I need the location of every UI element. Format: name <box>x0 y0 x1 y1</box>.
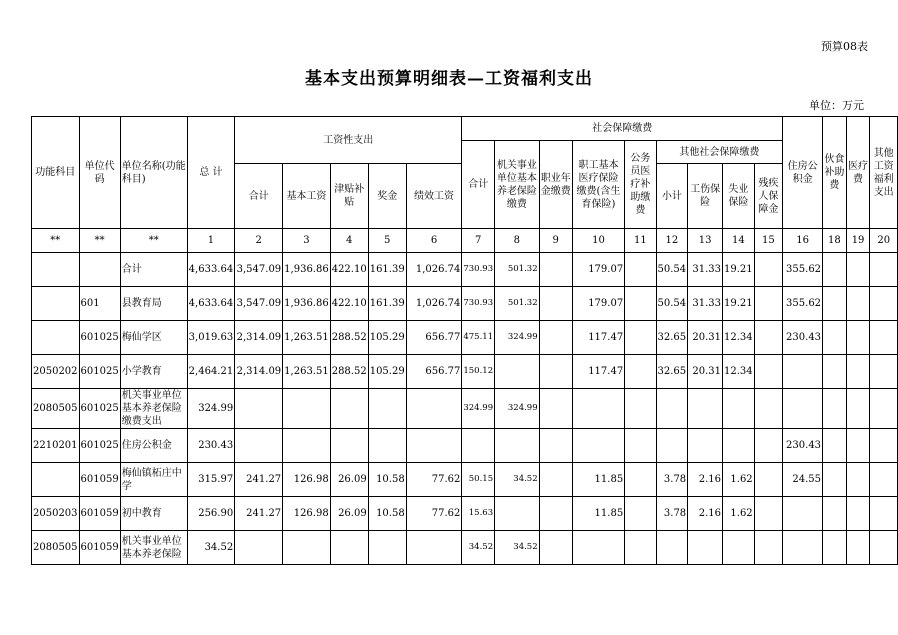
amount-cell: 24.55 <box>783 463 823 497</box>
amount-cell <box>846 355 870 389</box>
func-code-cell <box>32 463 80 497</box>
column-index-cell: 3 <box>283 229 331 253</box>
amount-cell: 355.62 <box>783 287 823 321</box>
amount-cell: 730.93 <box>462 287 495 321</box>
amount-cell: 3,019.63 <box>187 321 235 355</box>
amount-cell <box>368 531 406 565</box>
amount-cell <box>406 389 462 429</box>
amount-cell: 26.09 <box>330 463 368 497</box>
unit-name-cell: 机关事业单位基本养老保险缴费支出 <box>120 389 187 429</box>
amount-cell <box>572 531 624 565</box>
amount-cell: 34.52 <box>462 531 495 565</box>
amount-cell <box>846 463 870 497</box>
amount-cell: 20.31 <box>688 321 723 355</box>
amount-cell: 50.54 <box>656 287 688 321</box>
amount-cell <box>625 253 656 287</box>
table-row <box>32 253 898 287</box>
amount-cell <box>283 531 331 565</box>
unit-name-cell: 机关事业单位基本养老保险 <box>120 531 187 565</box>
amount-cell: 11.85 <box>572 497 624 531</box>
column-index-cell: 14 <box>723 229 755 253</box>
amount-cell: 1,026.74 <box>406 287 462 321</box>
amount-cell <box>688 429 723 463</box>
table-row <box>32 389 898 429</box>
amount-cell <box>688 531 723 565</box>
amount-cell <box>846 497 870 531</box>
header-disability-fund: 残疾人保障金 <box>754 164 782 229</box>
amount-cell <box>368 429 406 463</box>
amount-cell: 31.33 <box>688 287 723 321</box>
amount-cell <box>723 531 755 565</box>
amount-cell <box>783 355 823 389</box>
amount-cell <box>723 389 755 429</box>
amount-cell: 26.09 <box>330 497 368 531</box>
column-index-cell: ** <box>32 229 80 253</box>
amount-cell <box>846 287 870 321</box>
column-index-cell: 4 <box>330 229 368 253</box>
amount-cell: 150.12 <box>462 355 495 389</box>
amount-cell <box>539 463 572 497</box>
header-unemployment-insurance: 失业保险 <box>723 164 755 229</box>
amount-cell: 161.39 <box>368 287 406 321</box>
amount-cell: 355.62 <box>783 253 823 287</box>
amount-cell: 501.32 <box>495 287 540 321</box>
unit-code-cell: 601025 <box>79 355 120 389</box>
amount-cell <box>870 355 898 389</box>
unit-code-cell: 601059 <box>79 463 120 497</box>
header-basic-wage: 基本工资 <box>283 164 331 229</box>
amount-cell: 422.10 <box>330 287 368 321</box>
table-row <box>32 497 898 531</box>
amount-cell <box>688 389 723 429</box>
unit-code-cell: 601 <box>79 287 120 321</box>
amount-cell: 11.85 <box>572 463 624 497</box>
header-wage-group: 工资性支出 <box>235 117 462 164</box>
amount-cell: 3.78 <box>656 497 688 531</box>
amount-cell <box>539 497 572 531</box>
header-ss-pension: 机关事业单位基本养老保险缴费 <box>495 141 540 229</box>
unit-name-cell: 小学教育 <box>120 355 187 389</box>
header-unit-code: 单位代码 <box>79 117 120 229</box>
amount-cell <box>330 429 368 463</box>
amount-cell: 3,547.09 <box>235 287 283 321</box>
header-meal-subsidy: 伙食补助费 <box>823 117 847 229</box>
amount-cell <box>368 389 406 429</box>
amount-cell: 241.27 <box>235 497 283 531</box>
amount-cell <box>235 531 283 565</box>
amount-cell: 3,547.09 <box>235 253 283 287</box>
unit-code-cell: 601025 <box>79 389 120 429</box>
header-other-subtotal: 小计 <box>656 164 688 229</box>
amount-cell <box>823 389 847 429</box>
column-index-cell: 8 <box>495 229 540 253</box>
amount-cell <box>572 389 624 429</box>
header-social-security-group: 社会保障缴费 <box>462 117 783 141</box>
column-index-cell: 12 <box>656 229 688 253</box>
unit-name-cell: 住房公积金 <box>120 429 187 463</box>
header-total: 总 计 <box>187 117 235 229</box>
amount-cell <box>495 355 540 389</box>
amount-cell: 117.47 <box>572 355 624 389</box>
func-code-cell: 2050203 <box>32 497 80 531</box>
amount-cell <box>539 321 572 355</box>
header-func-code: 功能科目 <box>32 117 80 229</box>
amount-cell: 324.99 <box>187 389 235 429</box>
header-injury-insurance: 工伤保险 <box>688 164 723 229</box>
budget-table <box>31 116 898 565</box>
amount-cell: 34.52 <box>187 531 235 565</box>
amount-cell: 288.52 <box>330 321 368 355</box>
amount-cell <box>723 429 755 463</box>
column-index-cell: 1 <box>187 229 235 253</box>
amount-cell <box>823 321 847 355</box>
header-bonus: 奖金 <box>368 164 406 229</box>
amount-cell: 15.63 <box>462 497 495 531</box>
amount-cell <box>870 321 898 355</box>
page-title: 基本支出预算明细表—工资福利支出 <box>305 69 593 89</box>
table-row <box>32 287 898 321</box>
amount-cell <box>235 429 283 463</box>
amount-cell <box>462 429 495 463</box>
amount-cell <box>870 531 898 565</box>
amount-cell: 179.07 <box>572 287 624 321</box>
amount-cell <box>539 429 572 463</box>
amount-cell: 315.97 <box>187 463 235 497</box>
amount-cell <box>539 253 572 287</box>
amount-cell <box>572 429 624 463</box>
form-number: 预算08表 <box>821 40 868 53</box>
amount-cell <box>625 497 656 531</box>
amount-cell: 3.78 <box>656 463 688 497</box>
column-index-cell: ** <box>79 229 120 253</box>
amount-cell <box>823 253 847 287</box>
amount-cell: 117.47 <box>572 321 624 355</box>
amount-cell: 50.15 <box>462 463 495 497</box>
amount-cell: 475.11 <box>462 321 495 355</box>
column-index-cell: 9 <box>539 229 572 253</box>
unit-code-cell <box>79 253 120 287</box>
unit-code-cell: 601025 <box>79 321 120 355</box>
func-code-cell: 2210201 <box>32 429 80 463</box>
amount-cell <box>846 531 870 565</box>
amount-cell <box>539 389 572 429</box>
amount-cell <box>539 355 572 389</box>
amount-cell <box>625 287 656 321</box>
column-index-cell: 11 <box>625 229 656 253</box>
amount-cell <box>870 287 898 321</box>
column-index-cell: 7 <box>462 229 495 253</box>
unit-name-cell: 合计 <box>120 253 187 287</box>
amount-cell <box>754 463 782 497</box>
amount-cell: 230.43 <box>783 429 823 463</box>
amount-cell: 730.93 <box>462 253 495 287</box>
header-ss-civil-servant: 公务员医疗补助缴费 <box>625 141 656 229</box>
amount-cell: 1,026.74 <box>406 253 462 287</box>
amount-cell: 656.77 <box>406 321 462 355</box>
header-ss-medical: 职工基本医疗保险缴费(含生育保险) <box>572 141 624 229</box>
amount-cell: 1,263.51 <box>283 355 331 389</box>
table-row <box>32 429 898 463</box>
amount-cell <box>625 389 656 429</box>
unit-label: 单位：万元 <box>809 99 864 112</box>
amount-cell <box>783 531 823 565</box>
header-housing-fund: 住房公积金 <box>783 117 823 229</box>
amount-cell <box>539 531 572 565</box>
amount-cell <box>870 497 898 531</box>
table-row <box>32 355 898 389</box>
amount-cell <box>656 531 688 565</box>
amount-cell: 179.07 <box>572 253 624 287</box>
amount-cell <box>330 389 368 429</box>
unit-code-cell: 601025 <box>79 429 120 463</box>
header-medical-fee: 医疗费 <box>846 117 870 229</box>
amount-cell <box>495 429 540 463</box>
amount-cell <box>539 287 572 321</box>
table-row <box>32 463 898 497</box>
column-index-cell: 18 <box>823 229 847 253</box>
amount-cell <box>754 287 782 321</box>
amount-cell: 34.52 <box>495 531 540 565</box>
unit-name-cell: 梅仙学区 <box>120 321 187 355</box>
amount-cell: 50.54 <box>656 253 688 287</box>
amount-cell <box>406 429 462 463</box>
amount-cell: 422.10 <box>330 253 368 287</box>
amount-cell <box>870 389 898 429</box>
amount-cell: 324.99 <box>495 321 540 355</box>
column-index-row <box>32 229 898 253</box>
amount-cell: 1.62 <box>723 497 755 531</box>
amount-cell <box>754 389 782 429</box>
amount-cell: 77.62 <box>406 497 462 531</box>
amount-cell: 32.65 <box>656 321 688 355</box>
amount-cell: 2.16 <box>688 463 723 497</box>
amount-cell: 105.29 <box>368 321 406 355</box>
column-index-cell: 20 <box>870 229 898 253</box>
amount-cell <box>656 429 688 463</box>
amount-cell: 230.43 <box>783 321 823 355</box>
amount-cell <box>283 429 331 463</box>
func-code-cell: 2080505 <box>32 389 80 429</box>
unit-name-cell: 梅仙镇柘庄中学 <box>120 463 187 497</box>
amount-cell: 10.58 <box>368 497 406 531</box>
amount-cell: 20.31 <box>688 355 723 389</box>
amount-cell <box>823 497 847 531</box>
amount-cell: 4,633.64 <box>187 253 235 287</box>
amount-cell: 2,314.09 <box>235 355 283 389</box>
table-row <box>32 321 898 355</box>
amount-cell <box>823 429 847 463</box>
amount-cell <box>625 321 656 355</box>
header-performance-wage: 绩效工资 <box>406 164 462 229</box>
header-allowance: 津贴补贴 <box>330 164 368 229</box>
header-wage-total: 合计 <box>235 164 283 229</box>
amount-cell: 31.33 <box>688 253 723 287</box>
amount-cell: 12.34 <box>723 355 755 389</box>
header-unit-name: 单位名称(功能科目) <box>120 117 187 229</box>
amount-cell <box>625 463 656 497</box>
amount-cell <box>823 355 847 389</box>
amount-cell: 324.99 <box>495 389 540 429</box>
amount-cell <box>846 389 870 429</box>
amount-cell: 19.21 <box>723 253 755 287</box>
amount-cell: 2,314.09 <box>235 321 283 355</box>
amount-cell: 1,936.86 <box>283 253 331 287</box>
amount-cell <box>235 389 283 429</box>
amount-cell: 2.16 <box>688 497 723 531</box>
column-index-cell: ** <box>120 229 187 253</box>
header-other-ss-group: 其他社会保障缴费 <box>656 141 783 164</box>
amount-cell <box>783 497 823 531</box>
amount-cell <box>846 321 870 355</box>
amount-cell: 126.98 <box>283 463 331 497</box>
table-body <box>32 253 898 565</box>
amount-cell: 19.21 <box>723 287 755 321</box>
amount-cell <box>783 389 823 429</box>
column-index-cell: 10 <box>572 229 624 253</box>
amount-cell: 241.27 <box>235 463 283 497</box>
amount-cell: 501.32 <box>495 253 540 287</box>
amount-cell <box>754 321 782 355</box>
amount-cell <box>754 497 782 531</box>
column-index-cell: 5 <box>368 229 406 253</box>
column-index-cell: 19 <box>846 229 870 253</box>
amount-cell <box>406 531 462 565</box>
amount-cell: 2,464.21 <box>187 355 235 389</box>
column-index-cell: 6 <box>406 229 462 253</box>
amount-cell: 1,936.86 <box>283 287 331 321</box>
unit-name-cell: 初中教育 <box>120 497 187 531</box>
amount-cell <box>823 463 847 497</box>
amount-cell <box>625 531 656 565</box>
amount-cell <box>870 253 898 287</box>
amount-cell: 1.62 <box>723 463 755 497</box>
amount-cell: 288.52 <box>330 355 368 389</box>
amount-cell: 1,263.51 <box>283 321 331 355</box>
amount-cell <box>870 463 898 497</box>
amount-cell: 256.90 <box>187 497 235 531</box>
func-code-cell <box>32 321 80 355</box>
amount-cell <box>754 429 782 463</box>
amount-cell <box>283 389 331 429</box>
amount-cell: 161.39 <box>368 253 406 287</box>
amount-cell <box>754 253 782 287</box>
amount-cell <box>656 389 688 429</box>
amount-cell: 32.65 <box>656 355 688 389</box>
amount-cell <box>625 429 656 463</box>
amount-cell: 324.99 <box>462 389 495 429</box>
amount-cell: 230.43 <box>187 429 235 463</box>
header-ss-annuity: 职业年金缴费 <box>539 141 572 229</box>
amount-cell: 105.29 <box>368 355 406 389</box>
header-ss-total: 合计 <box>462 141 495 229</box>
column-index-cell: 2 <box>235 229 283 253</box>
amount-cell <box>754 531 782 565</box>
header-other-wage: 其他工资福利支出 <box>870 117 898 229</box>
amount-cell <box>330 531 368 565</box>
amount-cell <box>823 531 847 565</box>
amount-cell <box>625 355 656 389</box>
column-index-cell: 15 <box>754 229 782 253</box>
unit-code-cell: 601059 <box>79 497 120 531</box>
column-index-cell: 13 <box>688 229 723 253</box>
amount-cell: 77.62 <box>406 463 462 497</box>
amount-cell: 10.58 <box>368 463 406 497</box>
amount-cell: 4,633.64 <box>187 287 235 321</box>
amount-cell <box>495 497 540 531</box>
amount-cell: 656.77 <box>406 355 462 389</box>
amount-cell: 12.34 <box>723 321 755 355</box>
amount-cell <box>870 429 898 463</box>
func-code-cell <box>32 253 80 287</box>
unit-name-cell: 县教育局 <box>120 287 187 321</box>
table-row <box>32 531 898 565</box>
column-index-cell: 16 <box>783 229 823 253</box>
func-code-cell <box>32 287 80 321</box>
amount-cell <box>823 287 847 321</box>
amount-cell <box>846 253 870 287</box>
amount-cell: 126.98 <box>283 497 331 531</box>
unit-code-cell: 601059 <box>79 531 120 565</box>
func-code-cell: 2080505 <box>32 531 80 565</box>
amount-cell <box>846 429 870 463</box>
func-code-cell: 2050202 <box>32 355 80 389</box>
amount-cell <box>754 355 782 389</box>
amount-cell: 34.52 <box>495 463 540 497</box>
